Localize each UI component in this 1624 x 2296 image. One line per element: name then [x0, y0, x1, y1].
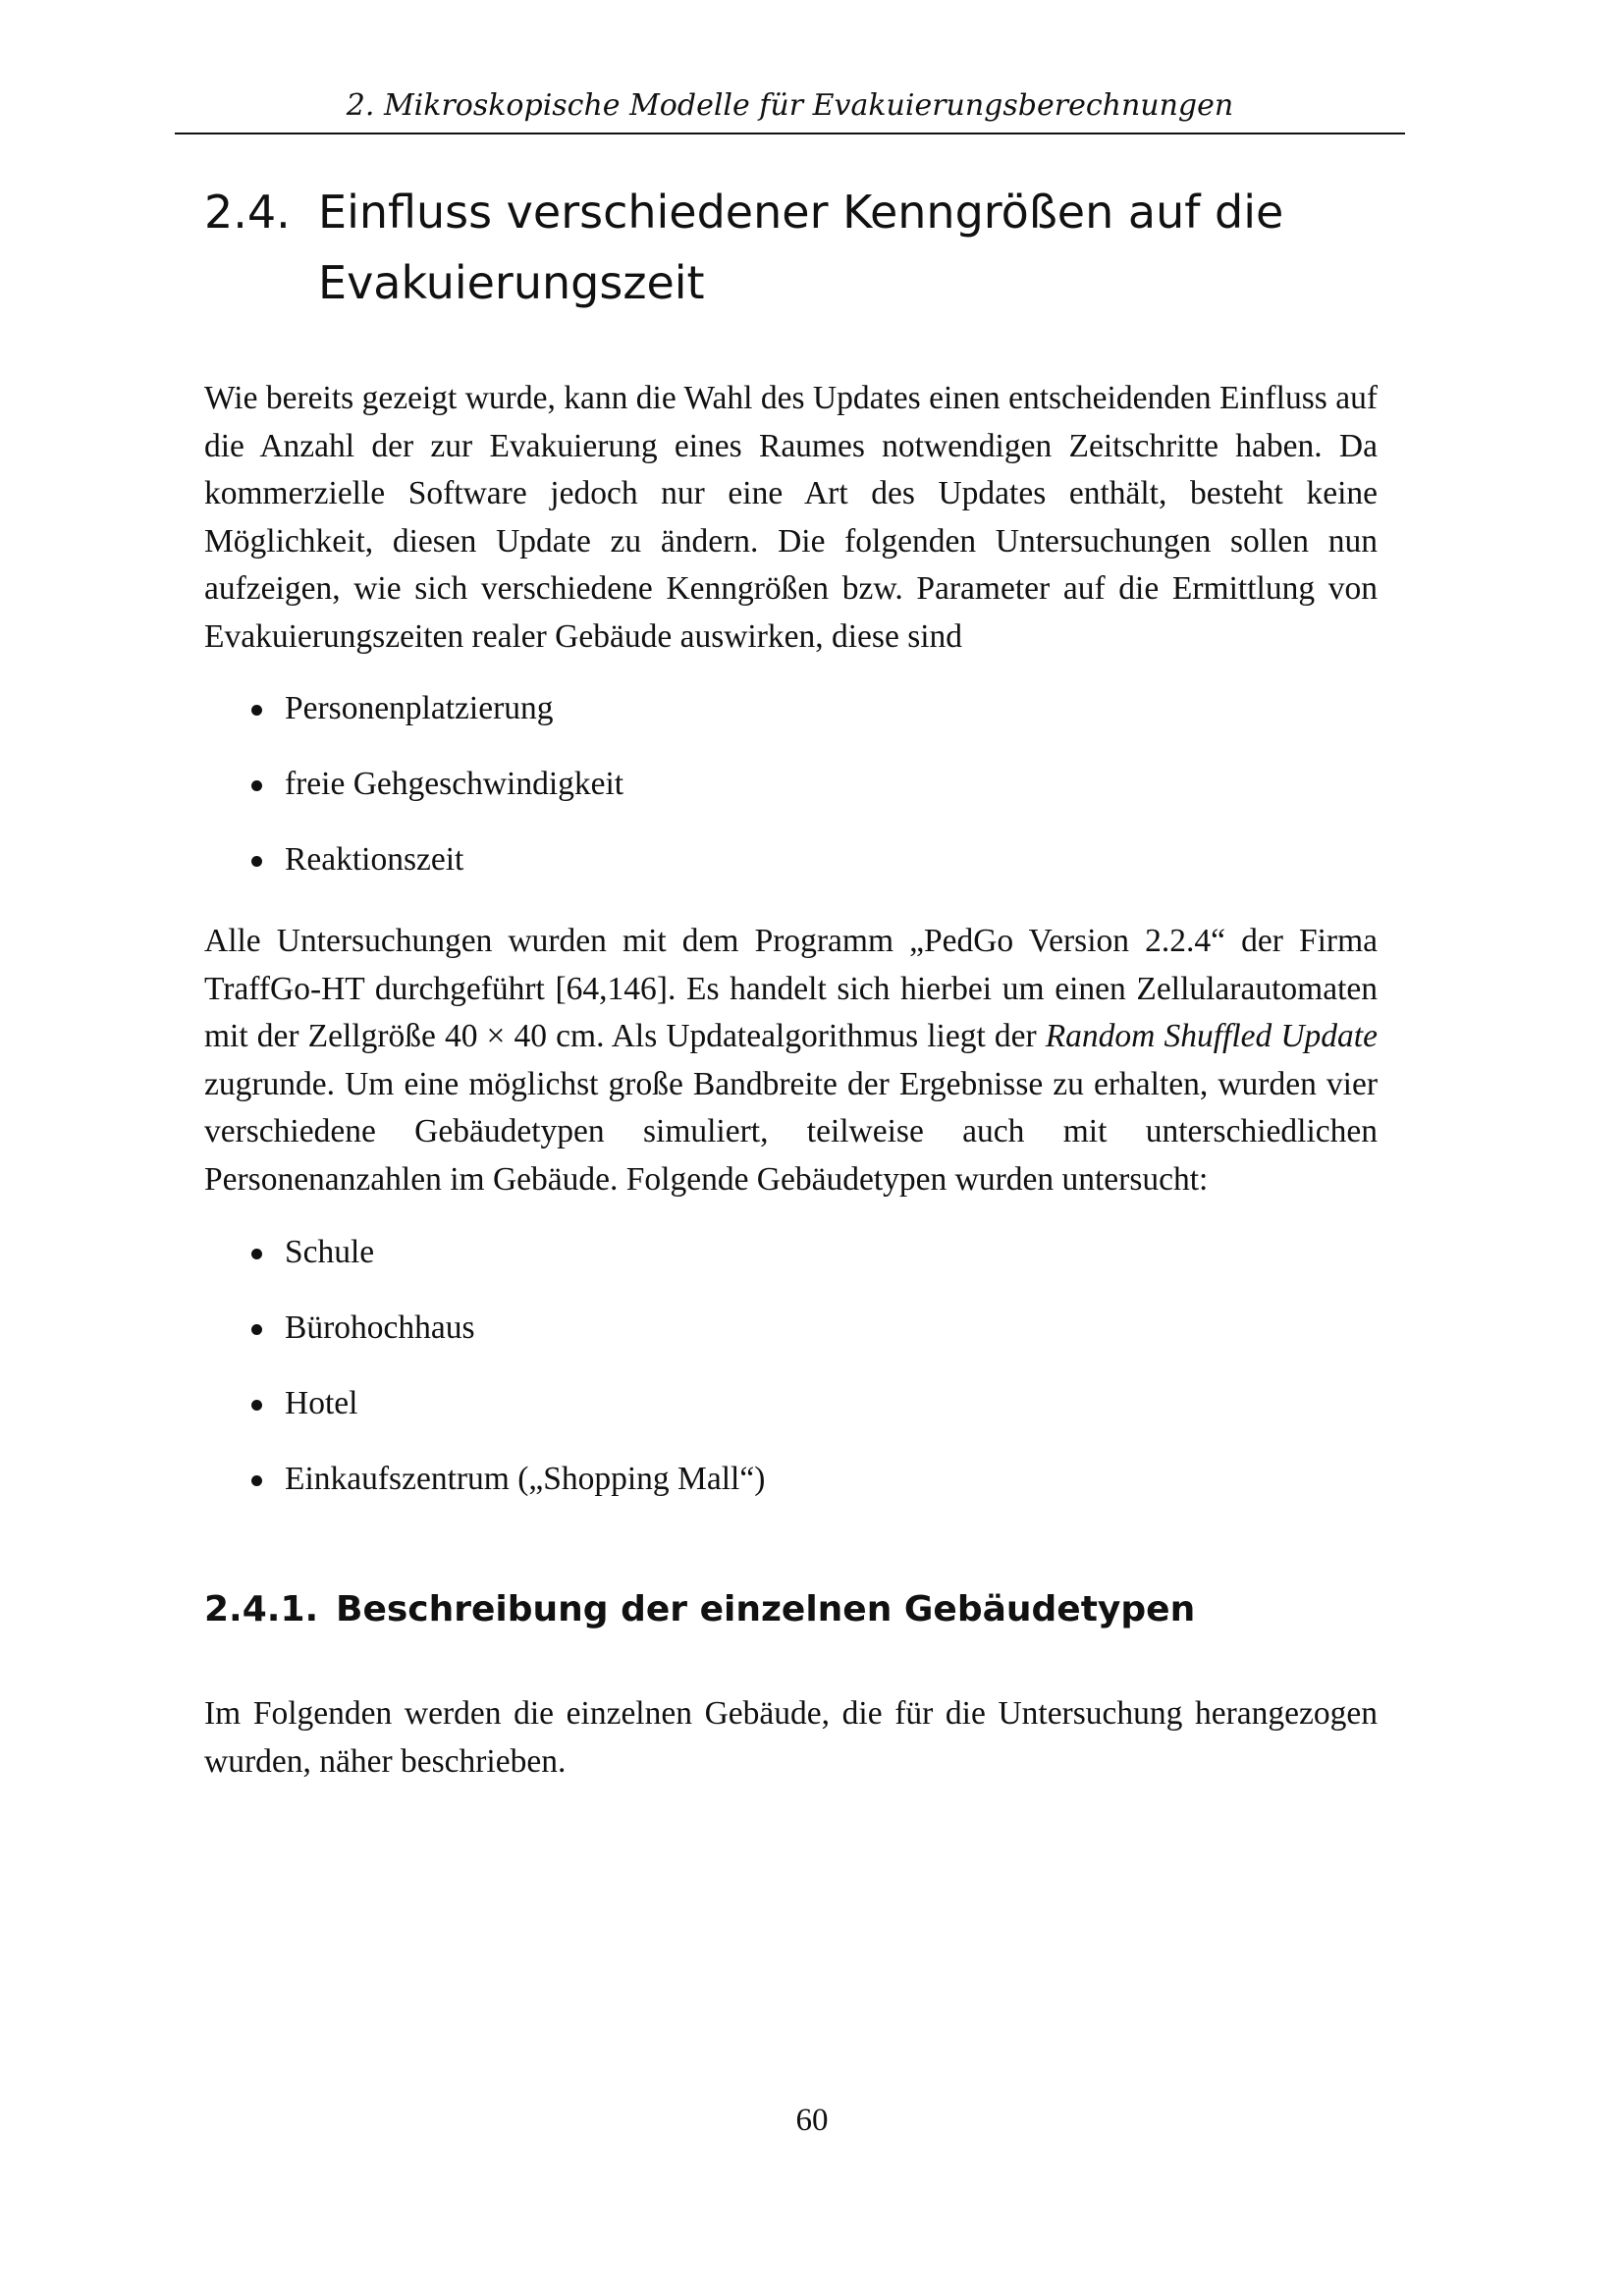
section-number: 2.4.	[204, 186, 291, 239]
list-item: Personenplatzierung	[245, 685, 1375, 761]
building-type-list	[245, 1229, 1375, 1531]
list-item: freie Gehgeschwindigkeit	[245, 761, 1375, 836]
header-rule	[175, 133, 1405, 134]
list-item: Hotel	[245, 1380, 1375, 1456]
section-title-line1: Einfluss verschiedener Kenngrößen auf die	[318, 186, 1284, 239]
section-heading	[204, 177, 1382, 318]
section-title-line2: Evakuierungszeit	[318, 256, 705, 309]
list-item: Reaktionszeit	[245, 836, 1375, 912]
subsection-title: Beschreibung der einzelnen Gebäudetypen	[336, 1589, 1196, 1629]
paragraph-method	[204, 918, 1378, 1203]
list-item: Bürohochhaus	[245, 1305, 1375, 1380]
update-algorithm-name: Random Shuffled Update	[1045, 1018, 1378, 1054]
list-item: Schule	[245, 1229, 1375, 1305]
paragraph-method-text-2: zugrunde. Um eine möglichst große Bandbreite der Ergebnisse zu erhalten, wurden vier verschiedene Gebäudetypen simuliert, teilweise auch mit unterschiedlichen Personenanzahlen im Gebäude. Folgende Gebäudetypen wurden untersucht:	[204, 1065, 1378, 1198]
paragraph-method-text-1: Alle Untersuchungen wurden mit dem Programm „PedGo Version 2.2.4“ der Firma TraffGo-HT durchgeführt [64,146]. Es handelt sich hierbei um einen Zellularautomaten mit der Zellgröße 40 × 40 cm. Als Updatealgorithmus liegt der	[204, 923, 1378, 1054]
paragraph-description: Im Folgenden werden die einzelnen Gebäude, die für die Untersuchung herangezogen wurden, näher beschrieben.	[204, 1695, 1378, 1780]
parameter-list	[245, 685, 1375, 912]
subsection-heading	[204, 1582, 1382, 1637]
running-head: 2. Mikroskopische Modelle für Evakuierungsberechnungen	[346, 88, 1234, 123]
page-number: 60	[795, 2103, 829, 2138]
list-item: Einkaufszentrum („Shopping Mall“)	[245, 1456, 1375, 1531]
paragraph-intro: Wie bereits gezeigt wurde, kann die Wahl des Updates einen entscheidenden Einfluss auf die Anzahl der zur Evakuierung eines Raumes notwendigen Zeitschritte haben. Da kommerzielle Software jedoch nur eine Art des Updates enthält, besteht keine Möglichkeit, diesen Update zu ändern. Die folgenden Untersuchungen sollen nun aufzeigen, wie sich verschiedene Kenngrößen bzw. Parameter auf die Ermittlung von Evakuierungszeiten realer Gebäude auswirken, diese sind	[204, 380, 1378, 655]
subsection-number: 2.4.1.	[204, 1589, 319, 1629]
